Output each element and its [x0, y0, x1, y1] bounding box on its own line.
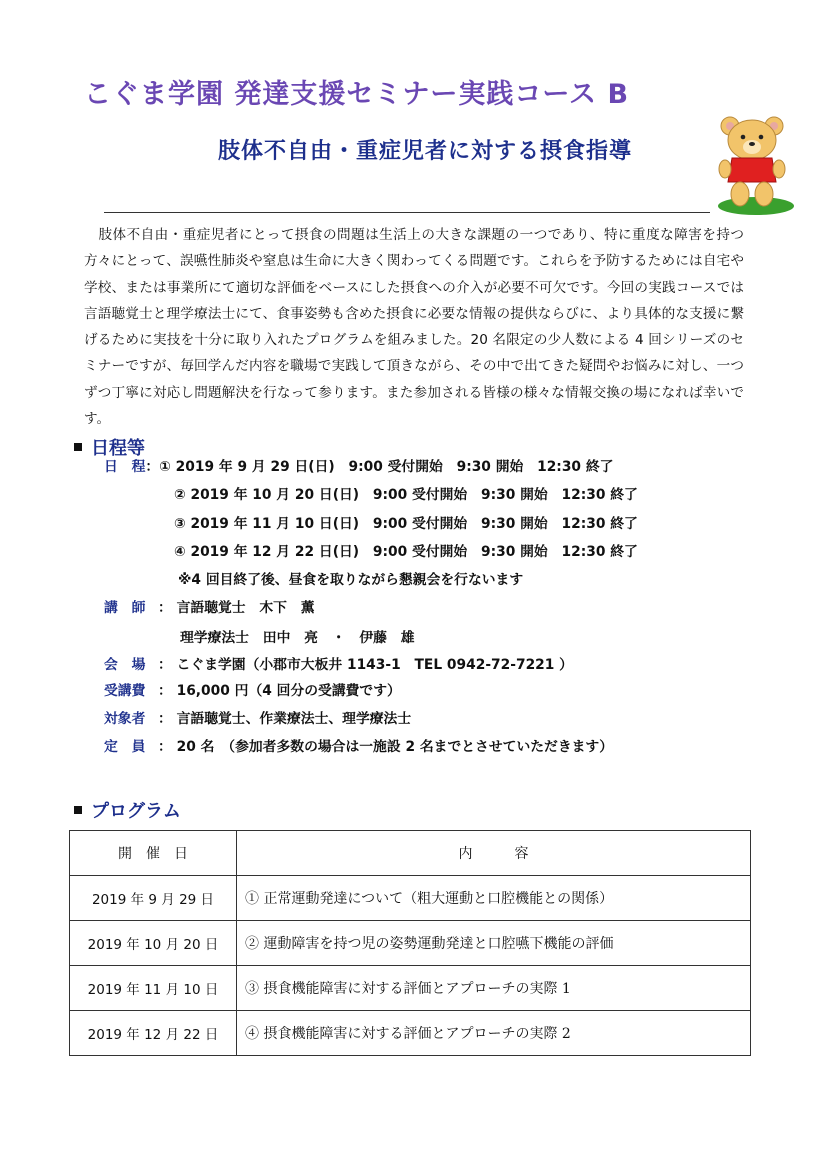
- program-table: [69, 830, 751, 1056]
- table-row: [70, 876, 751, 921]
- date-label: 日 程: [104, 459, 146, 475]
- title-divider: [104, 212, 710, 213]
- row-date: 2019 年 9 月 29 日: [70, 876, 237, 921]
- venue-label: 会 場: [104, 657, 146, 673]
- capacity-label: 定 員: [104, 739, 146, 755]
- row-content: ③ 摂食機能障害に対する評価とアプローチの実際 1: [237, 966, 751, 1011]
- fee-row: [104, 681, 401, 701]
- session-4: ④ 2019 年 12 月 22 日(日) 9:00 受付開始 9:30 開始 12:30 終了: [174, 544, 638, 560]
- instructor-row-2: 理学療法士 田中 亮 ・ 伊藤 雄: [180, 630, 415, 646]
- target-row: [104, 709, 411, 729]
- schedule-row-3: [174, 514, 638, 534]
- schedule-row-2: [174, 485, 638, 505]
- intro-paragraph: [84, 222, 744, 432]
- fee-value: ： 16,000 円（4 回分の受講費です）: [158, 683, 401, 699]
- square-bullet-icon: [74, 806, 82, 814]
- row-date: 2019 年 10 月 20 日: [70, 921, 237, 966]
- row-content: ④ 摂食機能障害に対する評価とアプローチの実際 2: [237, 1011, 751, 1056]
- page-subtitle: 肢体不自由・重症児者に対する摂食指導: [218, 139, 633, 164]
- table-row: [70, 1011, 751, 1056]
- program-heading: [74, 797, 181, 823]
- capacity-value: ： 20 名 （参加者多数の場合は一施設 2 名までとさせていただきます）: [158, 739, 614, 755]
- square-bullet-icon: [74, 443, 82, 451]
- venue-row: [104, 655, 573, 675]
- page-title: こぐま学園 発達支援セミナー実践コース B: [84, 79, 630, 110]
- row-content: ② 運動障害を持つ児の姿勢運動発達と口腔嚥下機能の評価: [237, 921, 751, 966]
- row-content: ① 正常運動発達について（粗大運動と口腔機能との関係）: [237, 876, 751, 921]
- instructor-row: [104, 598, 315, 618]
- program-heading-label: プログラム: [91, 801, 181, 822]
- table-header-row: [70, 831, 751, 876]
- session-1: ：① 2019 年 9 月 29 日(日) 9:00 受付開始 9:30 開始 12:30 終了: [145, 459, 614, 475]
- fee-label: 受講費: [104, 683, 146, 699]
- target-label: 対象者: [104, 711, 146, 727]
- schedule-heading-label: 日程等: [91, 438, 145, 459]
- row-date: 2019 年 11 月 10 日: [70, 966, 237, 1011]
- table-row: [70, 921, 751, 966]
- instructor-label: 講 師: [104, 600, 146, 616]
- venue-value: ： こぐま学園（小郡市大板井 1143-1 TEL 0942-72-7221 ）: [158, 657, 573, 673]
- instructor-value: ： 言語聴覚士 木下 薫: [158, 600, 315, 616]
- session-2: ② 2019 年 10 月 20 日(日) 9:00 受付開始 9:30 開始 12:30 終了: [174, 487, 638, 503]
- col-content-header: 内 容: [237, 831, 751, 876]
- schedule-row-4: [174, 542, 638, 562]
- capacity-row: [104, 737, 613, 757]
- col-date-header: 開 催 日: [70, 831, 237, 876]
- schedule-row-1: [104, 457, 613, 477]
- row-date: 2019 年 12 月 22 日: [70, 1011, 237, 1056]
- table-row: [70, 966, 751, 1011]
- target-value: ： 言語聴覚士、作業療法士、理学療法士: [158, 711, 412, 727]
- intro-text: 肢体不自由・重症児者にとって摂食の問題は生活上の大きな課題の一つであり、特に重度な障害を持つ方々にとって、誤嚥性肺炎や窒息は生命に大きく関わってくる問題です。これらを予防するためには自宅や学校、または事業所にて適切な評価をベースにした摂食への介入が必要不可欠です。今回の実践コースでは言語聴覚士と理学療法士にて、食事姿勢も含めた摂食に必要な情報の提供ならびに、より具体的な支援に繋げるために実技を十分に取り入れたプログラムを組みました。20 名限定の少人数による 4 回シリーズのセミナーですが、毎回学んだ内容を職場で実践して頂きながら、その中で出てきた疑問やお悩みに対し、一つずつ丁寧に対応し問題解決を行なって参ります。また参加される皆様の様々な情報交換の場になれば幸いです。: [84, 227, 744, 428]
- session-3: ③ 2019 年 11 月 10 日(日) 9:00 受付開始 9:30 開始 12:30 終了: [174, 516, 638, 532]
- bear-mascot-icon: [716, 114, 794, 216]
- schedule-note: ※4 回目終了後、昼食を取りながら懇親会を行ないます: [178, 572, 524, 588]
